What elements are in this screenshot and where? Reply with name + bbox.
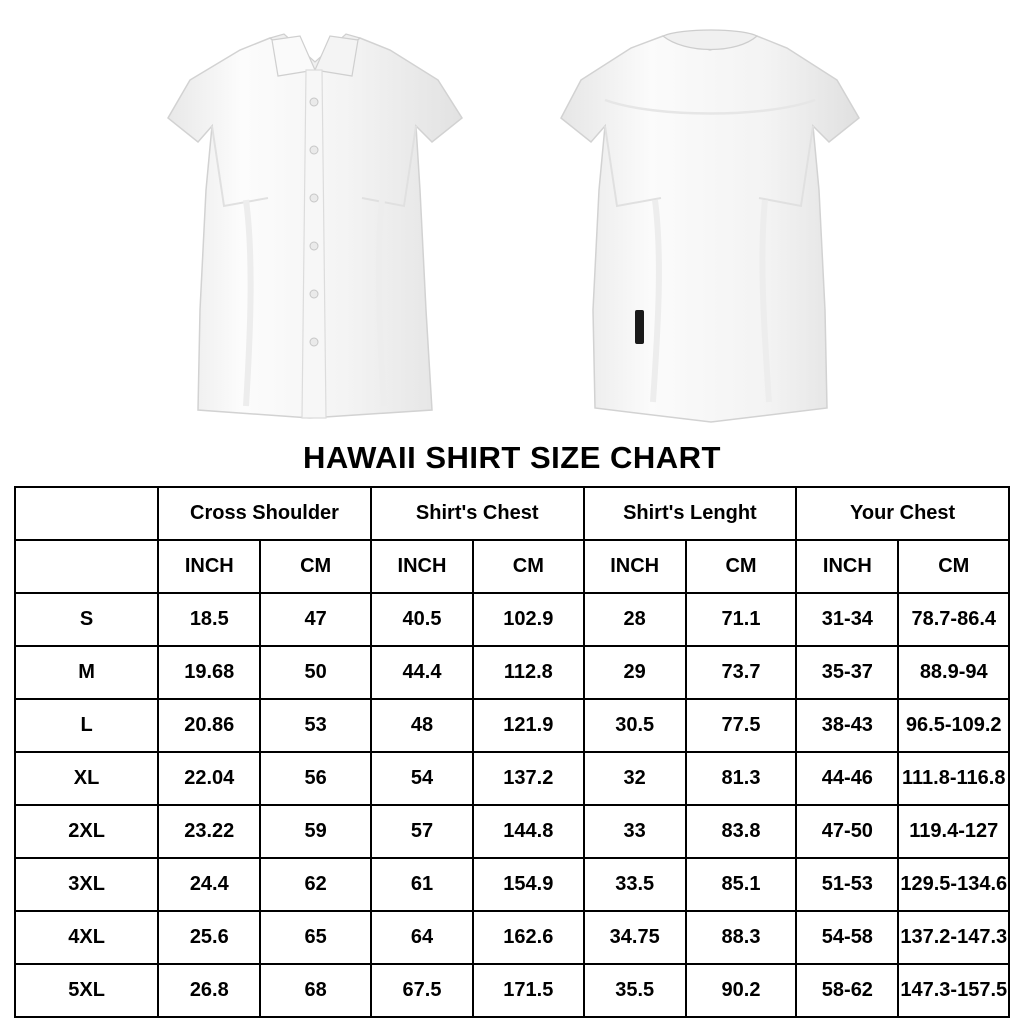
cell-your-chest-inch: 54-58 <box>796 911 898 964</box>
size-chart-table <box>14 486 1010 1018</box>
corner-cell <box>15 487 158 540</box>
white-shirt-back <box>545 10 875 430</box>
cell-cross-shoulder-inch: 18.5 <box>158 593 260 646</box>
cell-cross-shoulder-cm: 65 <box>260 911 370 964</box>
row-size-label: XL <box>15 752 158 805</box>
group-header-your-chest: Your Chest <box>796 487 1009 540</box>
cell-chest-inch: 57 <box>371 805 473 858</box>
cell-length-inch: 33 <box>584 805 686 858</box>
unit-corner-cell <box>15 540 158 593</box>
cell-cross-shoulder-cm: 53 <box>260 699 370 752</box>
unit-cross-shoulder-inch: INCH <box>158 540 260 593</box>
table-row <box>15 964 1009 1017</box>
table-row <box>15 699 1009 752</box>
cell-your-chest-inch: 58-62 <box>796 964 898 1017</box>
cell-chest-cm: 154.9 <box>473 858 583 911</box>
cell-length-inch: 35.5 <box>584 964 686 1017</box>
cell-cross-shoulder-inch: 23.22 <box>158 805 260 858</box>
cell-your-chest-cm: 129.5-134.6 <box>898 858 1009 911</box>
cell-your-chest-inch: 31-34 <box>796 593 898 646</box>
cell-chest-inch: 64 <box>371 911 473 964</box>
cell-length-cm: 88.3 <box>686 911 796 964</box>
cell-length-inch: 34.75 <box>584 911 686 964</box>
unit-your-chest-cm: CM <box>898 540 1009 593</box>
cell-chest-cm: 162.6 <box>473 911 583 964</box>
cell-cross-shoulder-inch: 20.86 <box>158 699 260 752</box>
cell-your-chest-cm: 119.4-127 <box>898 805 1009 858</box>
cell-cross-shoulder-cm: 47 <box>260 593 370 646</box>
cell-cross-shoulder-inch: 19.68 <box>158 646 260 699</box>
group-header-shirts-length: Shirt's Lenght <box>584 487 797 540</box>
cell-chest-inch: 54 <box>371 752 473 805</box>
row-size-label: S <box>15 593 158 646</box>
cell-length-cm: 90.2 <box>686 964 796 1017</box>
cell-cross-shoulder-cm: 50 <box>260 646 370 699</box>
row-size-label: 3XL <box>15 858 158 911</box>
cell-your-chest-inch: 47-50 <box>796 805 898 858</box>
unit-chest-cm: CM <box>473 540 583 593</box>
cell-length-inch: 33.5 <box>584 858 686 911</box>
table-row <box>15 911 1009 964</box>
cell-your-chest-cm: 111.8-116.8 <box>898 752 1009 805</box>
cell-your-chest-cm: 147.3-157.5 <box>898 964 1009 1017</box>
cell-chest-inch: 40.5 <box>371 593 473 646</box>
cell-cross-shoulder-inch: 26.8 <box>158 964 260 1017</box>
row-size-label: 2XL <box>15 805 158 858</box>
unit-length-cm: CM <box>686 540 796 593</box>
cell-chest-inch: 61 <box>371 858 473 911</box>
table-row <box>15 593 1009 646</box>
cell-chest-cm: 137.2 <box>473 752 583 805</box>
cell-length-cm: 77.5 <box>686 699 796 752</box>
cell-your-chest-cm: 78.7-86.4 <box>898 593 1009 646</box>
shirt-images <box>0 0 1024 440</box>
cell-cross-shoulder-inch: 24.4 <box>158 858 260 911</box>
row-size-label: 4XL <box>15 911 158 964</box>
cell-length-cm: 73.7 <box>686 646 796 699</box>
row-size-label: L <box>15 699 158 752</box>
cell-length-cm: 85.1 <box>686 858 796 911</box>
cell-your-chest-inch: 51-53 <box>796 858 898 911</box>
cell-cross-shoulder-inch: 25.6 <box>158 911 260 964</box>
cell-your-chest-inch: 44-46 <box>796 752 898 805</box>
cell-length-cm: 83.8 <box>686 805 796 858</box>
cell-length-inch: 32 <box>584 752 686 805</box>
cell-chest-inch: 67.5 <box>371 964 473 1017</box>
cell-length-inch: 29 <box>584 646 686 699</box>
cell-your-chest-cm: 96.5-109.2 <box>898 699 1009 752</box>
cell-your-chest-inch: 38-43 <box>796 699 898 752</box>
cell-chest-cm: 144.8 <box>473 805 583 858</box>
cell-cross-shoulder-cm: 59 <box>260 805 370 858</box>
cell-cross-shoulder-cm: 68 <box>260 964 370 1017</box>
cell-cross-shoulder-cm: 56 <box>260 752 370 805</box>
cell-chest-inch: 48 <box>371 699 473 752</box>
cell-your-chest-cm: 88.9-94 <box>898 646 1009 699</box>
table-row <box>15 646 1009 699</box>
table-row <box>15 805 1009 858</box>
table-row <box>15 858 1009 911</box>
unit-chest-inch: INCH <box>371 540 473 593</box>
cell-cross-shoulder-cm: 62 <box>260 858 370 911</box>
white-shirt-front <box>150 10 480 430</box>
cell-cross-shoulder-inch: 22.04 <box>158 752 260 805</box>
cell-length-inch: 30.5 <box>584 699 686 752</box>
cell-chest-inch: 44.4 <box>371 646 473 699</box>
table-row <box>15 752 1009 805</box>
table-group-header-row <box>15 487 1009 540</box>
cell-your-chest-inch: 35-37 <box>796 646 898 699</box>
cell-length-cm: 71.1 <box>686 593 796 646</box>
table-unit-header-row <box>15 540 1009 593</box>
cell-chest-cm: 121.9 <box>473 699 583 752</box>
cell-length-cm: 81.3 <box>686 752 796 805</box>
group-header-cross-shoulder: Cross Shoulder <box>158 487 371 540</box>
group-header-shirts-chest: Shirt's Chest <box>371 487 584 540</box>
unit-length-inch: INCH <box>584 540 686 593</box>
cell-length-inch: 28 <box>584 593 686 646</box>
row-size-label: M <box>15 646 158 699</box>
unit-your-chest-inch: INCH <box>796 540 898 593</box>
cell-your-chest-cm: 137.2-147.3 <box>898 911 1009 964</box>
cell-chest-cm: 102.9 <box>473 593 583 646</box>
page-title: HAWAII SHIRT SIZE CHART <box>303 440 721 475</box>
cell-chest-cm: 112.8 <box>473 646 583 699</box>
row-size-label: 5XL <box>15 964 158 1017</box>
cell-chest-cm: 171.5 <box>473 964 583 1017</box>
unit-cross-shoulder-cm: CM <box>260 540 370 593</box>
